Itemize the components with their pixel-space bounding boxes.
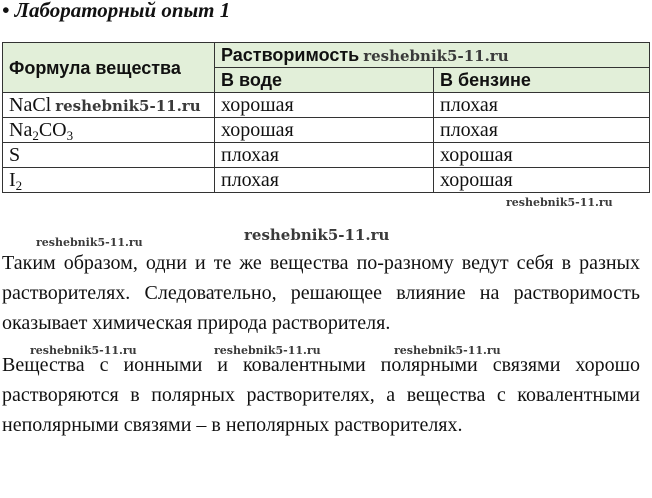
- formula-subscript: 2: [32, 128, 39, 143]
- water-cell: хорошая: [215, 118, 434, 143]
- header-solubility: [215, 43, 650, 68]
- solubility-table: [2, 42, 650, 193]
- watermark: reshebnik5-11.ru: [214, 344, 321, 357]
- petrol-cell: плохая: [434, 93, 650, 118]
- petrol-cell: хорошая: [434, 168, 650, 193]
- formula-cell: [3, 118, 215, 143]
- formula-subscript: 2: [15, 178, 23, 193]
- petrol-cell: плохая: [434, 118, 650, 143]
- watermark: reshebnik5-11.ru: [30, 344, 137, 357]
- watermark: reshebnik5-11.ru: [55, 96, 201, 115]
- water-cell: плохая: [215, 168, 434, 193]
- header-petrol: В бензине: [434, 68, 650, 93]
- table-row: [3, 168, 650, 193]
- watermark: reshebnik5-11.ru: [36, 236, 143, 249]
- petrol-cell: хорошая: [434, 143, 650, 168]
- table-row: [3, 143, 650, 168]
- formula-cell: [3, 93, 215, 118]
- watermark: reshebnik5-11.ru: [394, 344, 501, 357]
- formula-cell: [3, 168, 215, 193]
- water-cell: хорошая: [215, 93, 434, 118]
- watermark: reshebnik5-11.ru: [244, 226, 390, 244]
- watermark: reshebnik5-11.ru: [506, 196, 613, 209]
- table-row: [3, 118, 650, 143]
- formula-text: Na: [9, 119, 33, 141]
- explanation-paragraph: Вещества с ионными и ковалентными полярными связями хорошо растворяются в полярных растворителях, а вещества с ковалентными неполярными связями – в неполярных растворителях.: [2, 354, 640, 436]
- formula-subscript: 3: [66, 128, 74, 143]
- table-row: [3, 93, 650, 118]
- formula-text: I: [9, 169, 16, 191]
- section-heading: • Лабораторный опыт 1: [2, 0, 231, 22]
- conclusion-paragraph: Таким образом, одни и те же вещества по-разному ведут себя в разных растворителях. Следовательно, решающее влияние на растворимость оказывает химическая природа растворителя.: [2, 252, 640, 334]
- header-formula: Формула вещества: [3, 43, 215, 93]
- formula-text: NaCl: [9, 93, 52, 116]
- table-header-row: [3, 43, 650, 68]
- formula-cell: S: [3, 143, 215, 168]
- watermark: reshebnik5-11.ru: [363, 46, 509, 65]
- header-solubility-label: Растворимость: [221, 44, 360, 65]
- header-water: В воде: [215, 68, 434, 93]
- water-cell: плохая: [215, 143, 434, 168]
- formula-text: CO: [38, 119, 67, 141]
